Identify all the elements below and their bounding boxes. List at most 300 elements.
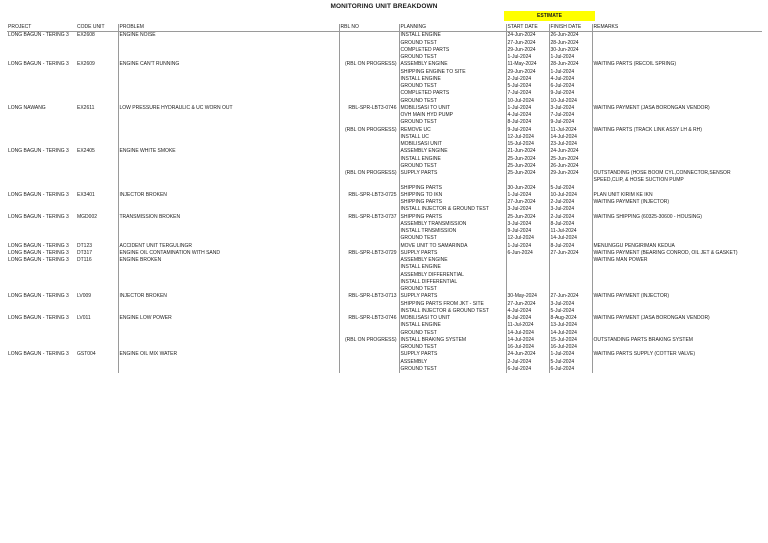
cell-planning: GROUND TEST [399,163,506,170]
cell-start-date: 1-Jul-2024 [506,54,549,61]
cell-code-unit [76,119,118,126]
cell-remarks: WAITING PARTS (RECOIL SPRING) [592,61,762,68]
cell-remarks [592,272,762,279]
cell-finish-date: 7-Jul-2024 [549,112,592,119]
cell-project [7,337,76,344]
cell-problem [118,112,339,119]
table-row [7,315,762,322]
cell-code-unit [76,337,118,344]
cell-problem [118,344,339,351]
cell-planning: INSTALL ENGINE [399,264,506,271]
cell-remarks: WAITING PAYMENT (JASA BORONGAN VENDOR) [592,105,762,112]
table-row [7,76,762,83]
cell-project [7,330,76,337]
cell-code-unit [76,40,118,47]
cell-finish-date: 29-Jun-2024 [549,170,592,177]
table-row [7,330,762,337]
cell-problem [118,127,339,134]
cell-problem: ACCIDENT UNIT TERGULINGR [118,243,339,250]
cell-remarks: WAITING PAYMENT (INJECTOR) [592,293,762,300]
table-row [7,163,762,170]
cell-planning: SHIPPING TO IKN [399,192,506,199]
table-row [7,69,762,76]
cell-code-unit [76,308,118,315]
cell-problem [118,308,339,315]
cell-start-date [506,286,549,293]
cell-remarks [592,163,762,170]
cell-problem [118,359,339,366]
table-row [7,264,762,271]
cell-code-unit [76,127,118,134]
table-row [7,177,762,184]
cell-remarks [592,322,762,329]
cell-finish-date [549,264,592,271]
table-row [7,134,762,141]
cell-remarks [592,235,762,242]
table-row [7,185,762,192]
table-row [7,293,762,300]
cell-code-unit: GST004 [77,351,96,358]
cell-planning: GROUND TEST [399,235,506,242]
cell-project [7,279,76,286]
cell-problem [118,119,339,126]
cell-start-date: 4-Jul-2024 [506,112,549,119]
table-row [7,228,762,235]
header-rbl-no: RBL NO [339,24,399,32]
table-row [7,119,762,126]
cell-remarks [592,330,762,337]
cell-start-date: 15-Jul-2024 [506,141,549,148]
cell-planning: OVH MAIN HYD PUMP [399,112,506,119]
cell-project [7,185,76,192]
cell-code-unit [76,344,118,351]
cell-remarks: WAITING PARTS (TRACK LINK ASSY LH & RH) [592,127,762,134]
cell-problem [118,170,339,177]
cell-planning: ASSEMBLY DIFFERENTIAL [399,272,506,279]
table-row [7,47,762,54]
cell-project [7,54,76,61]
cell-code-unit [76,228,118,235]
cell-remarks [592,47,762,54]
cell-start-date [506,257,549,264]
table-row [7,83,762,90]
cell-code-unit [76,90,118,97]
cell-problem: ENGINE OIL CONTAMINATION WITH SAND [118,250,339,257]
cell-problem [118,322,339,329]
cell-project [7,127,76,134]
cell-remarks [592,366,762,373]
table-row [7,105,762,112]
cell-problem [118,301,339,308]
cell-planning: SHIPPING PARTS [399,185,506,192]
cell-finish-date: 14-Jul-2024 [549,134,592,141]
cell-remarks [592,76,762,83]
table-row [7,366,762,373]
cell-rbl-no [339,199,399,206]
cell-project [7,98,76,105]
cell-planning: INSTALL DIFFERENTIAL [399,279,506,286]
cell-start-date: 25-Jun-2024 [506,170,549,177]
cell-rbl-no: RBL-SPR-LBT3-0746 [339,105,399,112]
cell-planning: INSTALL INJECTOR & GROUND TEST [399,206,506,213]
cell-finish-date: 13-Jul-2024 [549,322,592,329]
cell-project: LONG NAWANG [8,104,46,111]
cell-code-unit [76,235,118,242]
cell-code-unit: MGD002 [77,213,98,220]
cell-project [7,83,76,90]
cell-problem [118,337,339,344]
cell-finish-date [549,257,592,264]
cell-planning: GROUND TEST [399,344,506,351]
cell-start-date: 24-Jun-2024 [506,32,549,40]
cell-project: LONG BAGUN - TERING 3 [8,61,69,68]
cell-code-unit [76,134,118,141]
cell-code-unit [76,177,118,184]
cell-planning: INSTALL ENGINE [399,156,506,163]
cell-planning: GROUND TEST [399,54,506,61]
cell-problem: TRANSMISSION BROKEN [118,214,339,221]
cell-rbl-no [339,54,399,61]
cell-code-unit [76,112,118,119]
cell-rbl-no [339,119,399,126]
header-code-unit: CODE UNIT [76,24,118,32]
cell-start-date: 11-Jul-2024 [506,322,549,329]
cell-code-unit [76,279,118,286]
cell-project: LONG BAGUN - TERING 3 [8,148,69,155]
cell-remarks [592,90,762,97]
cell-planning: INSTALL ENGINE [399,32,506,40]
cell-problem [118,69,339,76]
cell-planning: INSTALL INJECTOR & GROUND TEST [399,308,506,315]
table-row [7,199,762,206]
cell-rbl-no [339,366,399,373]
cell-finish-date: 28-Jun-2024 [549,61,592,68]
cell-rbl-no: RBL-SPR-LBT3-0725 [339,192,399,199]
cell-rbl-no: RBL-SPR-LBT3-0729 [339,250,399,257]
cell-project [7,366,76,373]
cell-start-date: 5-Jul-2024 [506,83,549,90]
cell-code-unit [76,272,118,279]
cell-code-unit [76,69,118,76]
cell-planning: SHIPPING PARTS FROM JKT - SITE [399,301,506,308]
cell-code-unit: EX3401 [77,191,95,198]
cell-project [7,177,76,184]
cell-remarks: WAITING PARTS SUPPLY (COTTER VALVE) [592,351,762,358]
table-row [7,192,762,199]
cell-project [7,134,76,141]
cell-finish-date [549,177,592,184]
cell-code-unit: DT317 [77,249,93,256]
cell-project: LONG BAGUN - TERING 3 [8,257,69,263]
cell-code-unit: LV011 [77,315,91,321]
cell-code-unit [76,264,118,271]
cell-planning: GROUND TEST [399,40,506,47]
cell-planning: SUPPLY PARTS [399,250,506,257]
cell-code-unit [76,286,118,293]
cell-planning: ASSEMBLY [399,359,506,366]
cell-planning: GROUND TEST [399,98,506,105]
cell-problem [118,235,339,242]
cell-code-unit: EX2608 [77,32,95,39]
cell-start-date: 27-Jun-2024 [506,40,549,47]
cell-finish-date: 27-Jun-2024 [549,250,592,257]
cell-start-date: 1-Jul-2024 [506,243,549,250]
cell-start-date: 27-Jun-2024 [506,199,549,206]
cell-problem [118,199,339,206]
table-row [7,61,762,68]
cell-finish-date: 11-Jul-2024 [549,228,592,235]
cell-finish-date: 30-Jun-2024 [549,47,592,54]
cell-project: LONG BAGUN - TERING 3 [8,191,69,198]
cell-start-date: 25-Jun-2024 [506,156,549,163]
cell-code-unit [76,141,118,148]
cell-start-date: 29-Jun-2024 [506,69,549,76]
cell-remarks: OUTSTANDING (HOSE BOOM CYL,CONNECTOR,SENSOR [592,170,762,177]
cell-code-unit [76,330,118,337]
cell-remarks [592,112,762,119]
cell-rbl-no [339,206,399,213]
cell-remarks: MENUNGGU PENGIRIMAN KEDUA [592,243,762,250]
cell-remarks: WAITING PAYMENT (BEARING CONROD, OIL JET & GASKET) [592,250,762,257]
cell-project [7,163,76,170]
cell-remarks [592,206,762,213]
cell-code-unit [76,83,118,90]
cell-planning: INSTALL UC [399,134,506,141]
table-row [7,235,762,242]
cell-code-unit: DT123 [77,242,93,249]
cell-code-unit: LV009 [77,293,92,300]
cell-project [7,170,76,177]
cell-rbl-no [339,264,399,271]
cell-finish-date: 8-Aug-2024 [549,315,592,322]
cell-finish-date: 10-Jul-2024 [549,192,592,199]
cell-planning: SHIPPING ENGINE TO SITE [399,69,506,76]
cell-start-date: 7-Jul-2024 [506,90,549,97]
cell-code-unit [76,47,118,54]
cell-project [7,90,76,97]
cell-project [7,235,76,242]
cell-remarks [592,301,762,308]
cell-code-unit [76,185,118,192]
cell-start-date: 21-Jun-2024 [506,148,549,155]
cell-planning: SUPPLY PARTS [399,170,506,177]
cell-remarks [592,286,762,293]
cell-project [7,272,76,279]
cell-planning: ASSEMBLY ENGINE [399,61,506,68]
cell-rbl-no [339,322,399,329]
cell-start-date: 25-Jun-2024 [506,214,549,221]
cell-problem: ENGINE NOISE [118,32,339,40]
cell-code-unit [76,221,118,228]
cell-remarks: WAITING SHIPPING (60325-30600 - HOUSING) [592,214,762,221]
cell-remarks [592,148,762,155]
cell-start-date: 12-Jul-2024 [506,134,549,141]
cell-finish-date: 23-Jul-2024 [549,141,592,148]
cell-planning: REMOVE UC [399,127,506,134]
cell-rbl-no [339,257,399,264]
cell-rbl-no [339,272,399,279]
cell-finish-date [549,279,592,286]
cell-finish-date: 26-Jun-2024 [549,163,592,170]
cell-finish-date: 3-Jul-2024 [549,301,592,308]
estimate-header: ESTIMATE [504,11,595,21]
cell-finish-date: 25-Jun-2024 [549,156,592,163]
cell-project [7,228,76,235]
cell-remarks [592,98,762,105]
header-planning: PLANNING [399,24,506,32]
cell-rbl-no: RBL-SPR-LBT3-0746 [339,315,399,322]
cell-problem [118,279,339,286]
cell-start-date [506,279,549,286]
cell-planning: SUPPLY PARTS [399,293,506,300]
cell-planning: ASSEMBLY ENGINE [399,148,506,155]
cell-code-unit [76,206,118,213]
cell-problem [118,76,339,83]
table-row [7,32,762,40]
cell-code-unit [76,54,118,61]
cell-planning [399,177,506,184]
table-row [7,322,762,329]
cell-rbl-no [339,243,399,250]
cell-planning: GROUND TEST [399,119,506,126]
cell-start-date: 24-Jun-2024 [506,351,549,358]
cell-project [7,156,76,163]
cell-code-unit: DT116 [77,257,92,263]
cell-start-date: 4-Jul-2024 [506,308,549,315]
cell-start-date: 27-Jun-2024 [506,301,549,308]
cell-start-date: 14-Jul-2024 [506,330,549,337]
cell-remarks: WAITING PAYMENT (INJECTOR) [592,199,762,206]
cell-finish-date: 2-Jul-2024 [549,214,592,221]
cell-rbl-no [339,185,399,192]
table-row [7,214,762,221]
cell-rbl-no [339,235,399,242]
cell-problem: INJECTOR BROKEN [118,293,339,300]
cell-remarks [592,228,762,235]
cell-project: LONG BAGUN - TERING 3 [8,315,69,321]
cell-finish-date: 8-Jul-2024 [549,243,592,250]
cell-planning: COMPLETED PARTS [399,90,506,97]
cell-code-unit [76,170,118,177]
cell-start-date: 14-Jul-2024 [506,337,549,344]
table-row [7,221,762,228]
cell-planning: INSTALL ENGINE [399,76,506,83]
cell-project [7,322,76,329]
cell-planning: SUPPLY PARTS [399,351,506,358]
cell-remarks [592,54,762,61]
cell-problem: INJECTOR BROKEN [118,192,339,199]
cell-code-unit [76,322,118,329]
cell-project: LONG BAGUN - TERING 3 [8,351,69,358]
table-row [7,344,762,351]
cell-rbl-no [339,330,399,337]
cell-planning: MOBILISASI TO UNIT [399,105,506,112]
cell-project [7,264,76,271]
cell-problem [118,330,339,337]
cell-finish-date: 5-Jul-2024 [549,359,592,366]
cell-project: LONG BAGUN - TERING 3 [8,293,69,300]
cell-problem: ENGINE CAN'T RUNNING [118,61,339,68]
cell-finish-date: 10-Jul-2024 [549,98,592,105]
cell-project: LONG BAGUN - TERING 3 [8,213,69,220]
cell-start-date: 3-Jul-2024 [506,221,549,228]
cell-problem: ENGINE WHITE SMOKE [118,148,339,155]
table-row [7,286,762,293]
report-title: MONITORING UNIT BREAKDOWN [330,3,438,10]
cell-project [7,359,76,366]
cell-finish-date: 5-Jul-2024 [549,308,592,315]
cell-remarks: SPEED,CLIP, & HOSE SUCTION PUMP [592,177,762,184]
cell-problem [118,177,339,184]
cell-project [7,112,76,119]
cell-project [7,141,76,148]
cell-start-date: 2-Jul-2024 [506,359,549,366]
cell-rbl-no: RBL-SPR-LBT3-0737 [339,214,399,221]
cell-rbl-no [339,76,399,83]
cell-problem [118,54,339,61]
cell-rbl-no [339,47,399,54]
cell-project [7,76,76,83]
cell-rbl-no [339,141,399,148]
cell-finish-date: 1-Jul-2024 [549,351,592,358]
table-row [7,301,762,308]
cell-start-date: 2-Jul-2024 [506,76,549,83]
cell-finish-date: 14-Jul-2024 [549,330,592,337]
table-row [7,40,762,47]
cell-remarks [592,359,762,366]
table-row [7,243,762,250]
table-row [7,206,762,213]
cell-remarks [592,119,762,126]
cell-rbl-no [339,308,399,315]
cell-problem [118,141,339,148]
cell-planning: ASSEMBLY ENGINE [399,257,506,264]
cell-finish-date: 28-Jun-2024 [549,40,592,47]
cell-remarks [592,185,762,192]
cell-finish-date: 1-Jul-2024 [549,69,592,76]
cell-problem [118,264,339,271]
cell-rbl-no [339,112,399,119]
table-row [7,359,762,366]
cell-project [7,221,76,228]
cell-start-date: 10-Jul-2024 [506,98,549,105]
cell-rbl-no: (RBL ON PROGRESS) [339,127,399,134]
table-row [7,54,762,61]
cell-project [7,69,76,76]
cell-code-unit: EX2609 [77,61,95,68]
cell-start-date: 6-Jun-2024 [506,250,549,257]
cell-project [7,344,76,351]
cell-code-unit: EX2405 [77,148,95,155]
cell-problem [118,47,339,54]
table-row [7,257,762,264]
cell-rbl-no [339,98,399,105]
cell-rbl-no [339,90,399,97]
cell-start-date [506,264,549,271]
cell-problem [118,272,339,279]
cell-rbl-no [339,32,399,40]
cell-problem: ENGINE BROKEN [118,257,339,264]
cell-project [7,286,76,293]
cell-code-unit [76,199,118,206]
cell-finish-date: 9-Jul-2024 [549,90,592,97]
cell-start-date: 3-Jul-2024 [506,206,549,213]
cell-code-unit [76,76,118,83]
table-row [7,148,762,155]
cell-problem [118,221,339,228]
cell-start-date: 11-May-2024 [506,61,549,68]
cell-problem [118,98,339,105]
